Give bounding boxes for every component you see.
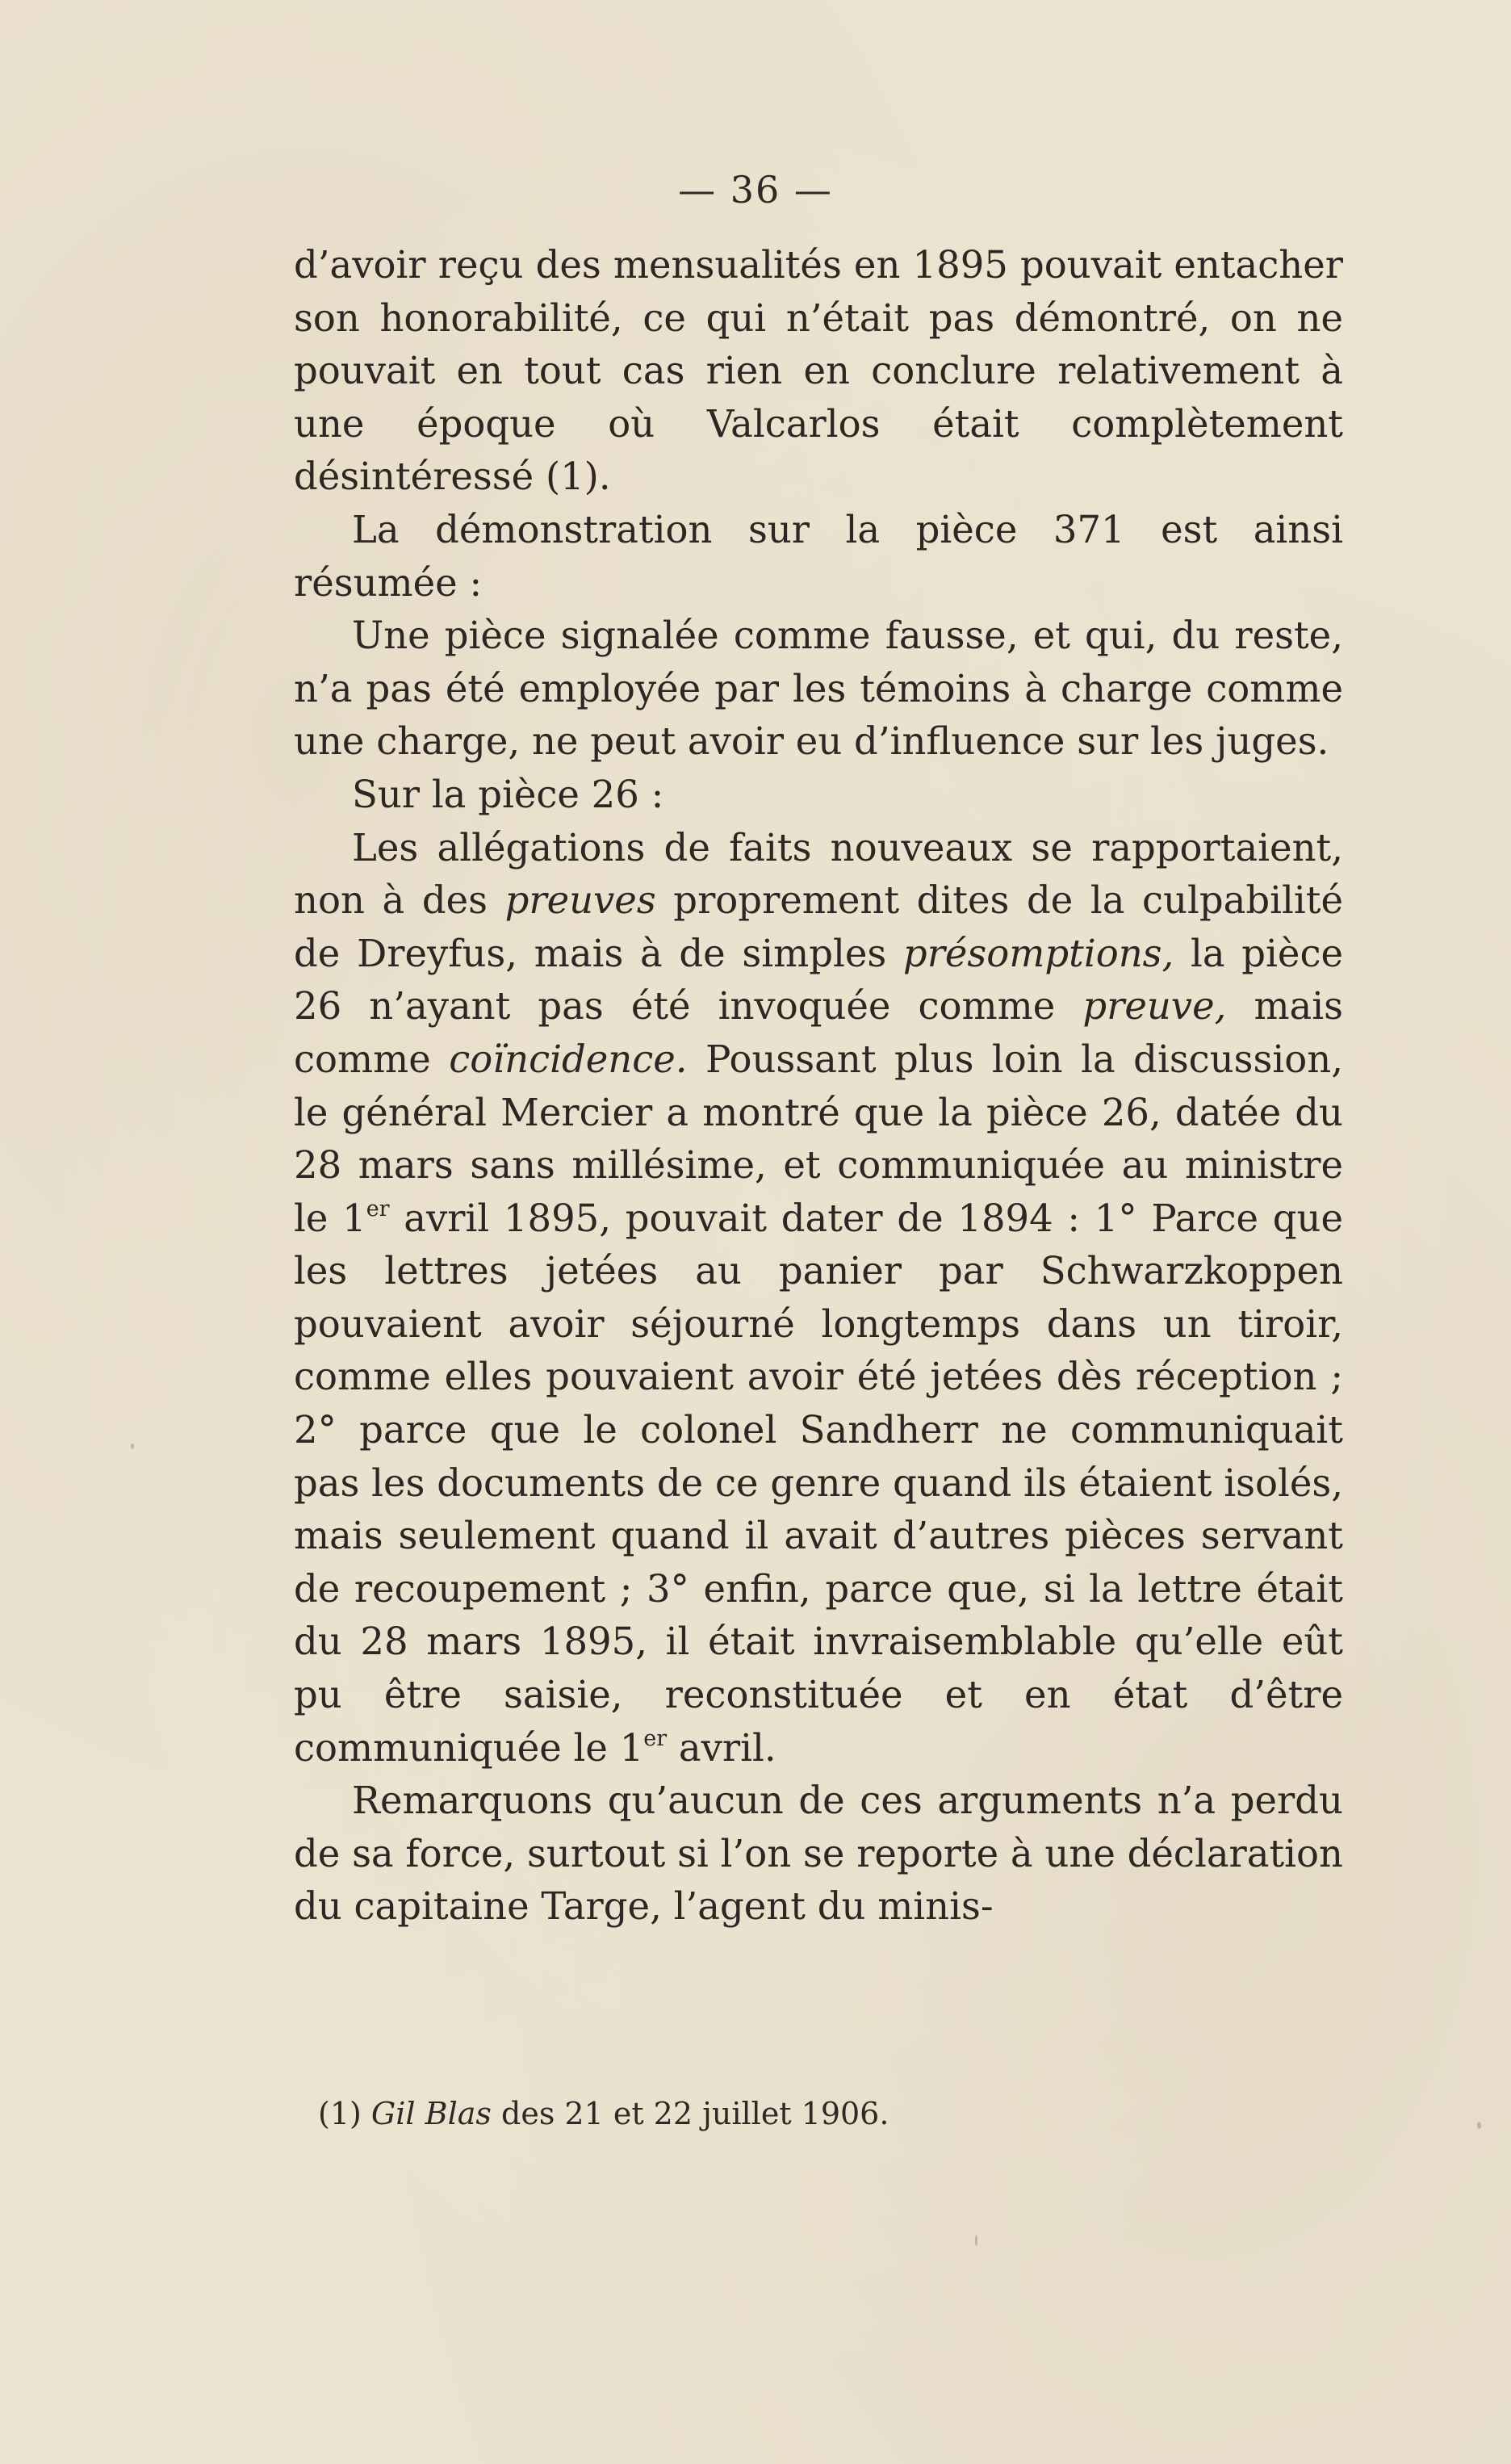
footnote-source: Gil Blas	[370, 2096, 492, 2131]
italic-term: coïncidence.	[449, 1037, 688, 1081]
text-run: d’avoir reçu des mensualités en 1895 pouvait entacher son honorabilité, ce qui n’était pas démontré, on ne pouvait en tout cas rien en conclure relativement à une époque où Valcarlos était complètement désintéressé (1).	[294, 243, 1343, 499]
footnote-marker: (1)	[318, 2096, 362, 2131]
superscript: er	[643, 1725, 668, 1751]
paragraph	[294, 239, 1343, 504]
text-run: Les allégations de faits nouveaux se rapportaient, non à des	[294, 825, 1343, 923]
paragraph	[294, 1775, 1343, 1934]
superscript: er	[366, 1196, 390, 1222]
text-run: proprement dites de la culpabilité de Dreyfus, mais à de simples	[294, 878, 1343, 975]
body-text	[294, 239, 1343, 1934]
paper-speck	[975, 2235, 977, 2246]
text-run: Une pièce signalée comme fausse, et qui, du reste, n’a pas été employée par les témoins à charge comme une charge, ne peut avoir eu d’influence sur les juges.	[294, 614, 1343, 764]
italic-term: présomptions,	[902, 931, 1174, 975]
text-run: Poussant plus loin la discussion, le général Mercier a montré que la pièce 26, datée du 28 mars sans millésime, et communiquée au ministre le 1	[294, 1037, 1343, 1240]
text-run: avril.	[667, 1725, 776, 1770]
paragraph	[294, 822, 1343, 1775]
footnote	[318, 2094, 889, 2133]
text-run: avril 1895, pouvait dater de 1894 : 1° Parce que les lettres jetées au panier par Schwarzkoppen pouvaient avoir séjourné longtemps dans un tiroir, comme elles pouvaient avoir été jetées dès réception ; 2° parce que le colonel Sandherr ne communiquait pas les documents de ce genre quand ils étaient isolés, mais seulement quand il avait d’autres pièces servant de recoupement ; 3° enfin, parce que, si la lettre était du 28 mars 1895, il était invraisemblable qu’elle eût pu être saisie, reconstituée et en état d’être communiquée le 1	[294, 1196, 1343, 1770]
text-run: mais comme	[294, 984, 1343, 1081]
text-run: Sur la pièce 26 :	[352, 772, 664, 816]
paragraph	[294, 769, 1343, 822]
paragraph	[294, 504, 1343, 610]
footnote-details: des 21 et 22 juillet 1906.	[501, 2096, 889, 2131]
text-run: Remarquons qu’aucun de ces arguments n’a perdu de sa force, surtout si l’on se reporte à une déclaration du capitaine Targe, l’agent du minis-	[294, 1779, 1343, 1929]
paragraph	[294, 610, 1343, 769]
paper-speck	[131, 1444, 134, 1449]
text-run: la pièce 26 n’ayant pas été invoquée comme	[294, 931, 1343, 1029]
italic-term: preuves	[504, 878, 656, 923]
page-number: — 36 —	[678, 168, 833, 212]
text-run: La démonstration sur la pièce 371 est ainsi résumée :	[294, 507, 1343, 605]
italic-term: preuve,	[1082, 984, 1227, 1029]
paper-speck	[1477, 2122, 1481, 2129]
